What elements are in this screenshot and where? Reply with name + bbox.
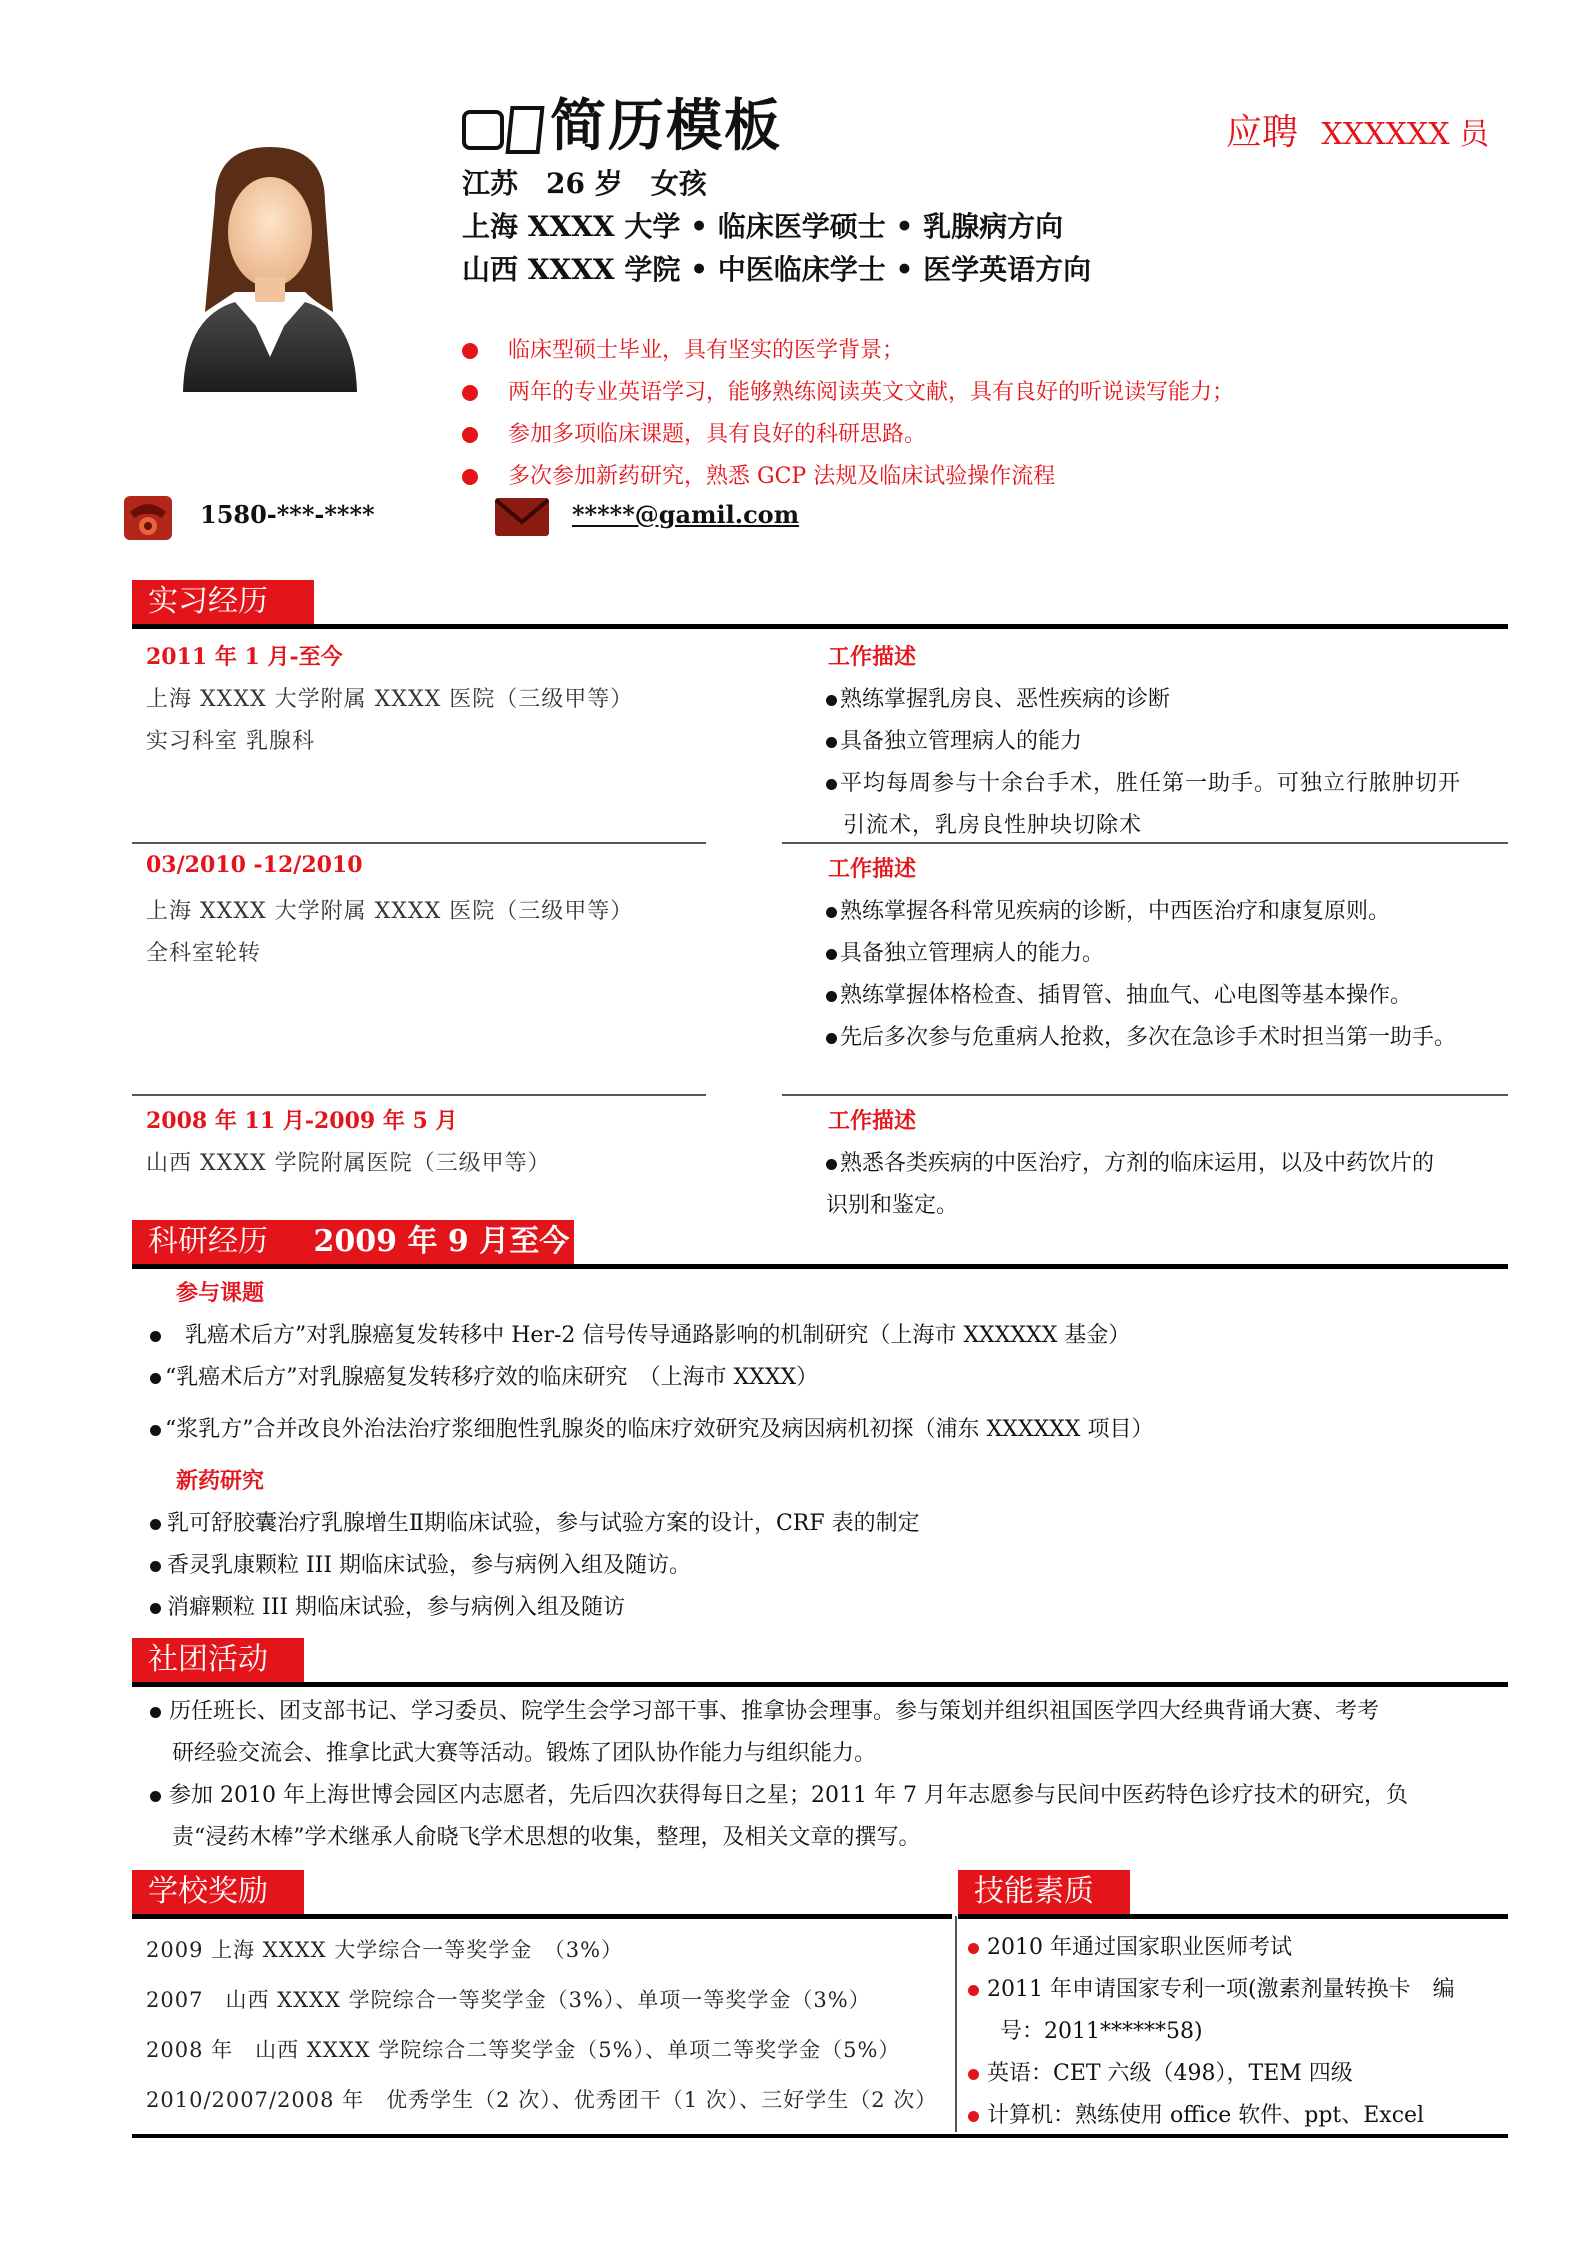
highlight-item: 多次参加新药研究，熟悉 GCP 法规及临床试验操作流程 [462,459,1055,490]
topic-item: “浆乳方”合并改良外治法治疗浆细胞性乳腺炎的临床疗效研究及病因病机初探（浦东 XXXXXX 项目） [150,1412,1153,1443]
avatar-icon [175,142,365,392]
bullet-icon [968,1985,979,1996]
bullet-icon [150,1373,161,1384]
work-description-title: 工作描述 [828,856,917,882]
bullet-icon [968,2111,979,2122]
bottom-rule [132,2134,1508,2138]
skills-section-title: 技能素质 [958,1870,1130,1914]
phone-number: 1580-***-**** [200,500,375,529]
drug-item: 乳可舒胶囊治疗乳腺增生Ⅱ期临床试验，参与试验方案的设计，CRF 表的制定 [150,1506,920,1537]
bullet-icon [968,1943,979,1954]
topics-title: 参与课题 [176,1280,265,1306]
bullet-icon [826,949,837,960]
topic-item: “乳癌术后方”对乳腺癌复发转移疗效的临床研究 （上海市 XXXX） [150,1360,818,1391]
basic-info: 江苏 26 岁 女孩 [462,167,707,200]
research-period: 2009 年 9 月至今 [313,1224,570,1259]
drug-item: 消癖颗粒 III 期临床试验，参与病例入组及随访 [150,1590,625,1621]
title-doc-icon [505,106,544,154]
work-description-item: 具备独立管理病人的能力 [826,724,1082,755]
highlight-item: 临床型硕士毕业，具有坚实的医学背景； [462,333,904,364]
education-1: 上海 XXXX 大学 • 临床医学硕士 • 乳腺病方向 [462,210,1064,243]
work-description-item: 平均每周参与十余台手术，胜任第一助手。可独立行脓肿切开 [826,766,1461,797]
skill-item-cont: 号：2011******58) [1000,2019,1203,2044]
mail-icon [494,494,550,538]
activity-item: 参加 2010 年上海世博会园区内志愿者，先后四次获得每日之星；2011 年 7 月年志愿参与民间中医药特色诊疗技术的研究，负 [150,1778,1408,1809]
research-rule [132,1264,1508,1269]
work-description-item: 熟悉各类疾病的中医治疗，方剂的临床运用，以及中药饮片的 [826,1146,1434,1177]
highlight-item: 参加多项临床课题，具有良好的科研思路。 [462,417,926,448]
work-description-title: 工作描述 [828,644,917,670]
divider [132,842,706,844]
work-description-item: 熟练掌握各科常见疾病的诊断，中西医治疗和康复原则。 [826,894,1390,925]
award-item: 2009 上海 XXXX 大学综合一等奖学金 （3%） [146,1938,624,1962]
work-description-item: 识别和鉴定。 [826,1193,959,1218]
topic-item: 乳癌术后方”对乳腺癌复发转移中 Her-2 信号传导通路影响的机制研究（上海市 XXXXXX 基金） [150,1318,1130,1349]
job-prefix: 应聘 [1226,112,1299,153]
bullet-icon [150,1791,161,1802]
internship-section-title: 实习经历 [132,580,314,624]
bullet-icon [826,991,837,1002]
work-description-item: 熟练掌握乳房良、恶性疾病的诊断 [826,682,1170,713]
avatar [175,142,365,392]
divider [782,842,1508,844]
title-text: 简历模板 [550,93,782,159]
drug-item: 香灵乳康颗粒 III 期临床试验，参与病例入组及随访。 [150,1548,691,1579]
awards-section-title: 学校奖励 [132,1870,304,1914]
work-description-item: 先后多次参与危重病人抢救，多次在急诊手术时担当第一助手。 [826,1020,1456,1051]
divider [132,1094,706,1096]
email-link[interactable]: *****@gamil.com [572,500,800,529]
activities-rule [132,1682,1508,1687]
bullet-icon [826,1033,837,1044]
internship-dept: 实习科室 乳腺科 [146,729,315,754]
awards-rule [132,1914,952,1919]
skill-item: 2010 年通过国家职业医师考试 [968,1930,1292,1961]
bullet-icon [826,907,837,918]
drugs-title: 新药研究 [176,1468,265,1494]
job-target [1226,104,1489,155]
title-square-icon [462,110,504,150]
work-description-item: 熟练掌握体格检查、插胃管、抽血气、心电图等基本操作。 [826,978,1412,1009]
bullet-icon [462,385,478,401]
bullet-icon [462,427,478,443]
work-description-title: 工作描述 [828,1108,917,1134]
bullet-icon [150,1331,161,1342]
column-divider [955,1916,957,2132]
work-description-item: 具备独立管理病人的能力。 [826,936,1104,967]
divider [782,1094,1508,1096]
internship-period: 2008 年 11 月-2009 年 5 月 [146,1108,458,1134]
resume-title [462,82,782,162]
bullet-icon [826,1159,837,1170]
education-2: 山西 XXXX 学院 • 中医临床学士 • 医学英语方向 [462,253,1092,286]
highlight-item: 两年的专业英语学习，能够熟练阅读英文文献，具有良好的听说读写能力； [462,375,1234,406]
internship-dept: 全科室轮转 [146,941,262,966]
internship-period: 03/2010 -12/2010 [146,852,363,878]
activity-item-cont: 研经验交流会、推拿比武大赛等活动。锻炼了团队协作能力与组织能力。 [172,1741,877,1766]
internship-place: 上海 XXXX 大学附属 XXXX 医院（三级甲等） [146,687,634,712]
bullet-icon [462,469,478,485]
bullet-icon [826,737,837,748]
bullet-icon [968,2069,979,2080]
internship-rule [132,624,1508,629]
bullet-icon [462,343,478,359]
skill-item: 英语：CET 六级（498），TEM 四级 [968,2056,1353,2087]
internship-place: 上海 XXXX 大学附属 XXXX 医院（三级甲等） [146,899,634,924]
internship-period: 2011 年 1 月-至今 [146,644,343,670]
bullet-icon [826,779,837,790]
skills-rule [958,1914,1508,1919]
award-item: 2007 山西 XXXX 学院综合一等奖学金（3%）、单项一等奖学金（3%） [146,1988,871,2012]
work-description-item: 引流术，乳房良性肿块切除术 [843,813,1143,838]
activities-section-title: 社团活动 [132,1638,304,1682]
phone-icon [122,492,174,544]
bullet-icon [150,1603,161,1614]
activity-item-cont: 责“浸药木棒”学术继承人俞晓飞学术思想的收集，整理，及相关文章的撰写。 [172,1825,921,1850]
bullet-icon [150,1519,161,1530]
award-item: 2008 年 山西 XXXX 学院综合二等奖学金（5%）、单项二等奖学金（5%） [146,2038,901,2062]
bullet-icon [150,1561,161,1572]
research-section-title: 科研经历 2009 年 9 月至今 [132,1220,574,1264]
bullet-icon [150,1707,161,1718]
skill-item: 计算机：熟练使用 office 软件、ppt、Excel [968,2098,1424,2129]
activity-item: 历任班长、团支部书记、学习委员、院学生会学习部干事、推拿协会理事。参与策划并组织祖国医学四大经典背诵大赛、考考 [150,1694,1379,1725]
skill-item: 2011 年申请国家专利一项(激素剂量转换卡 编 [968,1972,1455,2003]
bullet-icon [826,695,837,706]
job-title: XXXXXX 员 [1321,117,1490,152]
award-item: 2010/2007/2008 年 优秀学生（2 次）、优秀团干（1 次）、三好学生（2 次） [146,2088,938,2112]
internship-place: 山西 XXXX 学院附属医院（三级甲等） [146,1151,551,1176]
bullet-icon [150,1425,161,1436]
